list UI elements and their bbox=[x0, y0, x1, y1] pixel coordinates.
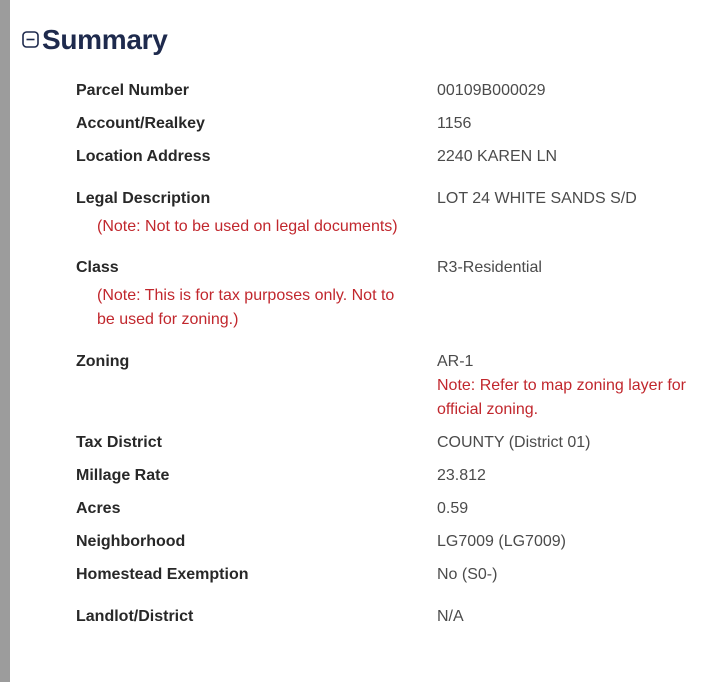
row-millage-rate bbox=[76, 467, 706, 484]
field-value: LOT 24 WHITE SANDS S/D bbox=[437, 190, 637, 207]
row-landlot-district bbox=[76, 608, 706, 625]
row-class bbox=[76, 259, 706, 332]
field-label: Acres bbox=[76, 500, 121, 517]
field-label: Zoning bbox=[76, 353, 130, 370]
class-note: (Note: This is for tax purposes only. Not to be used for zoning.) bbox=[97, 287, 395, 328]
field-label: Location Address bbox=[76, 148, 211, 165]
row-zoning bbox=[76, 353, 706, 422]
field-label: Millage Rate bbox=[76, 467, 170, 484]
row-tax-district bbox=[76, 434, 706, 451]
row-legal-description bbox=[76, 190, 706, 239]
row-parcel-number bbox=[76, 82, 706, 99]
row-account-realkey bbox=[76, 115, 706, 132]
field-label: Homestead Exemption bbox=[76, 566, 249, 583]
field-value-cell bbox=[437, 353, 706, 422]
field-value: No (S0-) bbox=[437, 566, 498, 583]
field-value: 0.59 bbox=[437, 500, 469, 517]
section-title: Summary bbox=[42, 24, 168, 55]
field-label: Class bbox=[76, 259, 119, 276]
field-value: 1156 bbox=[437, 115, 472, 132]
left-gutter-bar bbox=[0, 0, 10, 682]
field-value: 2240 KAREN LN bbox=[437, 148, 558, 165]
legal-description-note: (Note: Not to be used on legal documents) bbox=[97, 218, 398, 235]
row-acres bbox=[76, 500, 706, 517]
field-value: AR-1 bbox=[437, 353, 474, 370]
zoning-note: Note: Refer to map zoning layer for official zoning. bbox=[437, 377, 687, 418]
field-value: 23.812 bbox=[437, 467, 486, 484]
summary-table bbox=[76, 82, 706, 641]
field-label-cell bbox=[76, 190, 437, 239]
collapse-minus-icon[interactable] bbox=[22, 31, 39, 48]
row-location-address bbox=[76, 148, 706, 165]
field-label-cell bbox=[76, 259, 437, 332]
field-value: 00109B000029 bbox=[437, 82, 546, 99]
field-label: Legal Description bbox=[76, 190, 211, 207]
field-label: Tax District bbox=[76, 434, 162, 451]
field-value: COUNTY (District 01) bbox=[437, 434, 591, 451]
field-value: N/A bbox=[437, 608, 464, 625]
field-label: Neighborhood bbox=[76, 533, 186, 550]
field-value: LG7009 (LG7009) bbox=[437, 533, 566, 550]
summary-section-header[interactable] bbox=[22, 23, 168, 56]
field-label: Landlot/District bbox=[76, 608, 194, 625]
field-label: Account/Realkey bbox=[76, 115, 205, 132]
row-homestead-exemption bbox=[76, 566, 706, 583]
field-label: Parcel Number bbox=[76, 82, 189, 99]
field-value: R3-Residential bbox=[437, 259, 542, 276]
row-neighborhood bbox=[76, 533, 706, 550]
